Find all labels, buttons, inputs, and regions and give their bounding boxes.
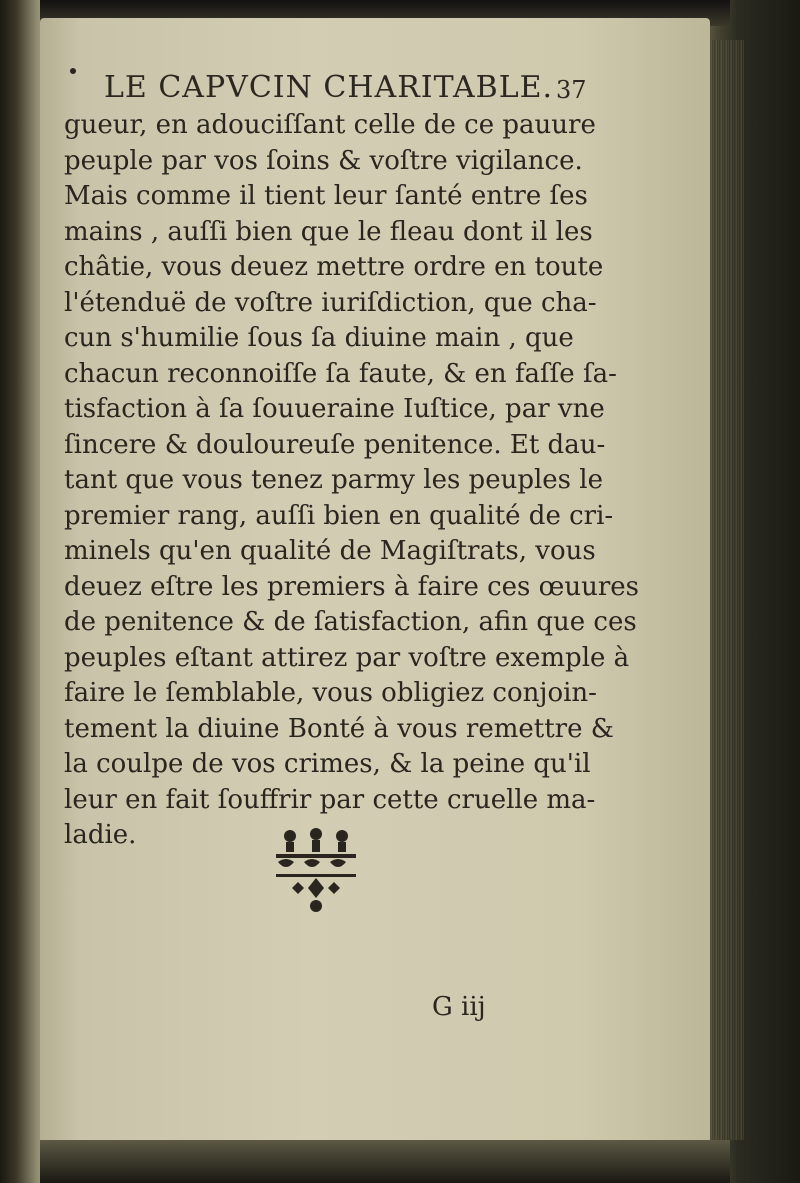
- text-line: premier rang, auſſi bien en qualité de cri-: [64, 500, 614, 531]
- text-line: châtie, vous deuez mettre ordre en toute: [64, 252, 604, 282]
- text-line: ſincere & douloureuſe penitence. Et dau-: [64, 429, 606, 460]
- text-line: peuples eſtant attirez par voſtre exemple à: [64, 642, 630, 673]
- text-line: leur en fait ſouffrir par cette cruelle ma-: [64, 784, 596, 815]
- fleuron-ornament-icon: [268, 826, 364, 916]
- text-line: tement la diuine Bonté à vous remettre &: [64, 713, 614, 744]
- text-line: gueur, en adouciſſant celle de ce pauure: [64, 110, 596, 140]
- text-line: tisfaction à ſa ſouueraine Iuſtice, par vne: [64, 394, 605, 424]
- bottom-shadow: [40, 1140, 730, 1183]
- text-line: ladie.: [64, 820, 137, 850]
- text-line: faire le ſemblable, vous obligiez conjoin-: [64, 678, 597, 708]
- text-line: minels qu'en qualité de Magiſtrats, vous: [64, 536, 596, 566]
- text-line: la coulpe de vos crimes, & la peine qu'il: [64, 749, 591, 779]
- text-line: de penitence & de ſatisfaction, afin que ces: [64, 607, 637, 637]
- running-title: LE CAPVCIN CHARITABLE.: [104, 70, 554, 105]
- body-text: [64, 108, 640, 854]
- text-line: mains , auſſi bien que le fleau dont il les: [64, 216, 593, 247]
- ink-dot: [70, 68, 76, 74]
- text-line: peuple par vos ſoins & voſtre vigilance.: [64, 145, 583, 176]
- text-line: tant que vous tenez parmy les peuples le: [64, 465, 603, 495]
- page-number: 37: [556, 76, 587, 104]
- signature-mark: G iij: [432, 992, 486, 1022]
- text-line: deuez eſtre les premiers à faire ces œuures: [64, 571, 640, 602]
- text-line: cun s'humilie ſous ſa diuine main , que: [64, 323, 574, 353]
- text-line: Mais comme il tient leur ſanté entre ſes: [64, 181, 588, 211]
- text-line: chacun reconnoiſſe ſa faute, & en faſſe ſa-: [64, 358, 617, 389]
- text-line: l'étenduë de voſtre iuriſdiction, que cha-: [64, 287, 597, 318]
